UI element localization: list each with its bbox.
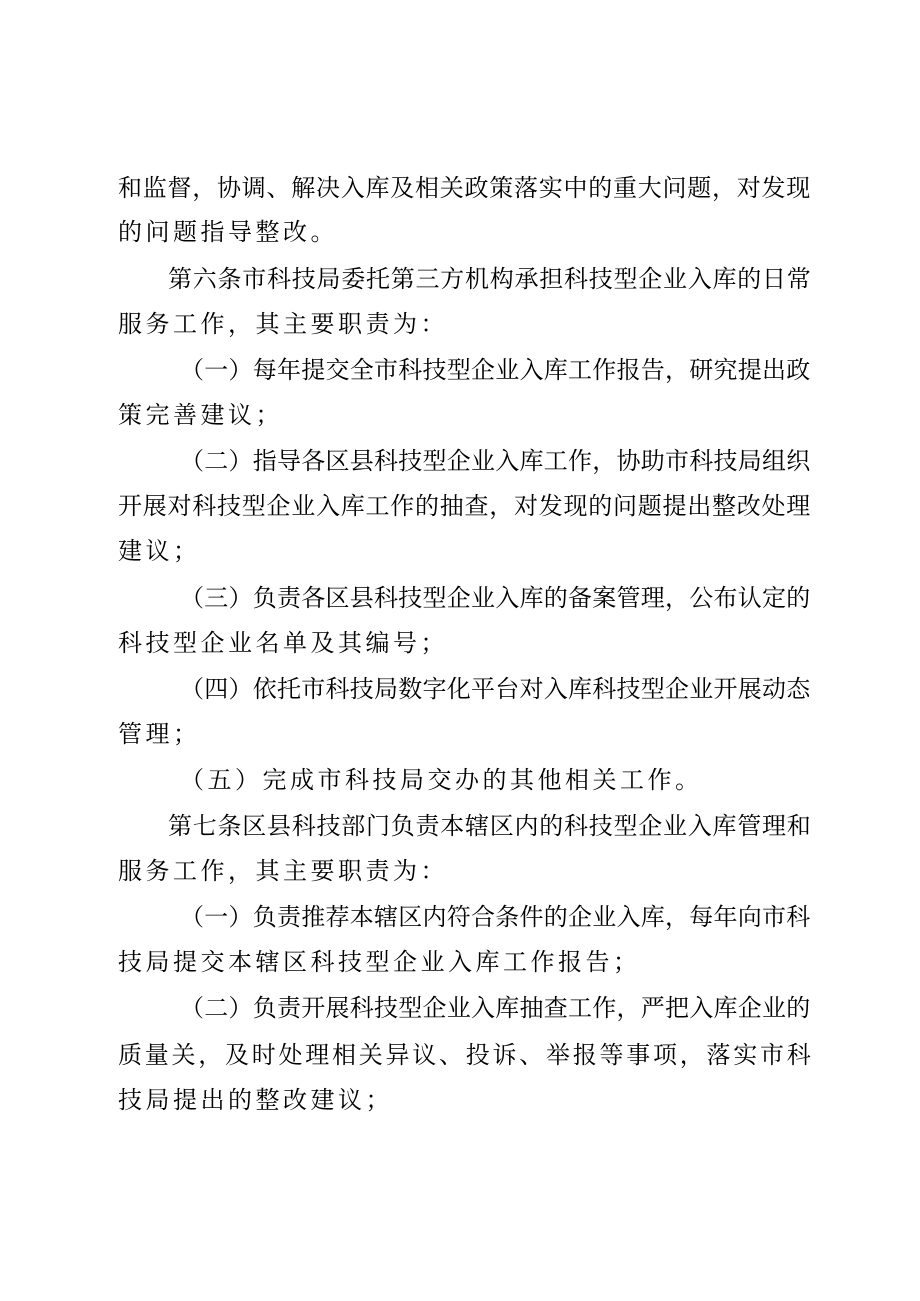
article-7-item-2: （二）负责开展科技型企业入库抽查工作，严把入库企业的 bbox=[180, 994, 811, 1022]
text-line-9: 建议； bbox=[118, 537, 201, 565]
text-line-4: 服务工作，其主要职责为： bbox=[118, 310, 448, 338]
article-6-item-4: （四）依托市科技局数字化平台对入库科技型企业开展动态 bbox=[180, 675, 811, 703]
text-line-18: 技局提交本辖区科技型企业入库工作报告； bbox=[118, 948, 641, 976]
text-line-11: 科技型企业名单及其编号； bbox=[118, 629, 448, 657]
text-line-16: 服务工作，其主要职责为： bbox=[118, 857, 448, 885]
text-line-6: 策完善建议； bbox=[118, 401, 283, 429]
text-line-8: 开展对科技型企业入库工作的抽查，对发现的问题提出整改处理 bbox=[118, 492, 811, 520]
article-6-item-5: （五）完成市科技局交办的其他相关工作。 bbox=[180, 766, 703, 794]
article-7-item-1: （一）负责推荐本辖区内符合条件的企业入库，每年向市科 bbox=[180, 903, 811, 931]
article-7-heading: 第七条区县科技部门负责本辖区内的科技型企业入库管理和 bbox=[168, 812, 812, 840]
article-6-item-2: （二）指导各区县科技型企业入库工作，协助市科技局组织 bbox=[180, 447, 811, 475]
article-6-item-3: （三）负责各区县科技型企业入库的备案管理，公布认定的 bbox=[180, 584, 811, 612]
text-line-20: 质量关，及时处理相关异议、投诉、举报等事项，落实市科 bbox=[118, 1041, 814, 1069]
text-line-13: 管理； bbox=[118, 720, 201, 748]
text-line-2: 的问题指导整改。 bbox=[118, 218, 338, 246]
text-line-21: 技局提出的整改建议； bbox=[118, 1086, 393, 1114]
article-6-heading: 第六条市科技局委托第三方机构承担科技型企业入库的日常 bbox=[168, 265, 812, 293]
article-6-item-1: （一）每年提交全市科技型企业入库工作报告，研究提出政 bbox=[180, 356, 811, 384]
text-line-1: 和监督，协调、解决入库及相关政策落实中的重大问题，对发现 bbox=[118, 174, 811, 202]
